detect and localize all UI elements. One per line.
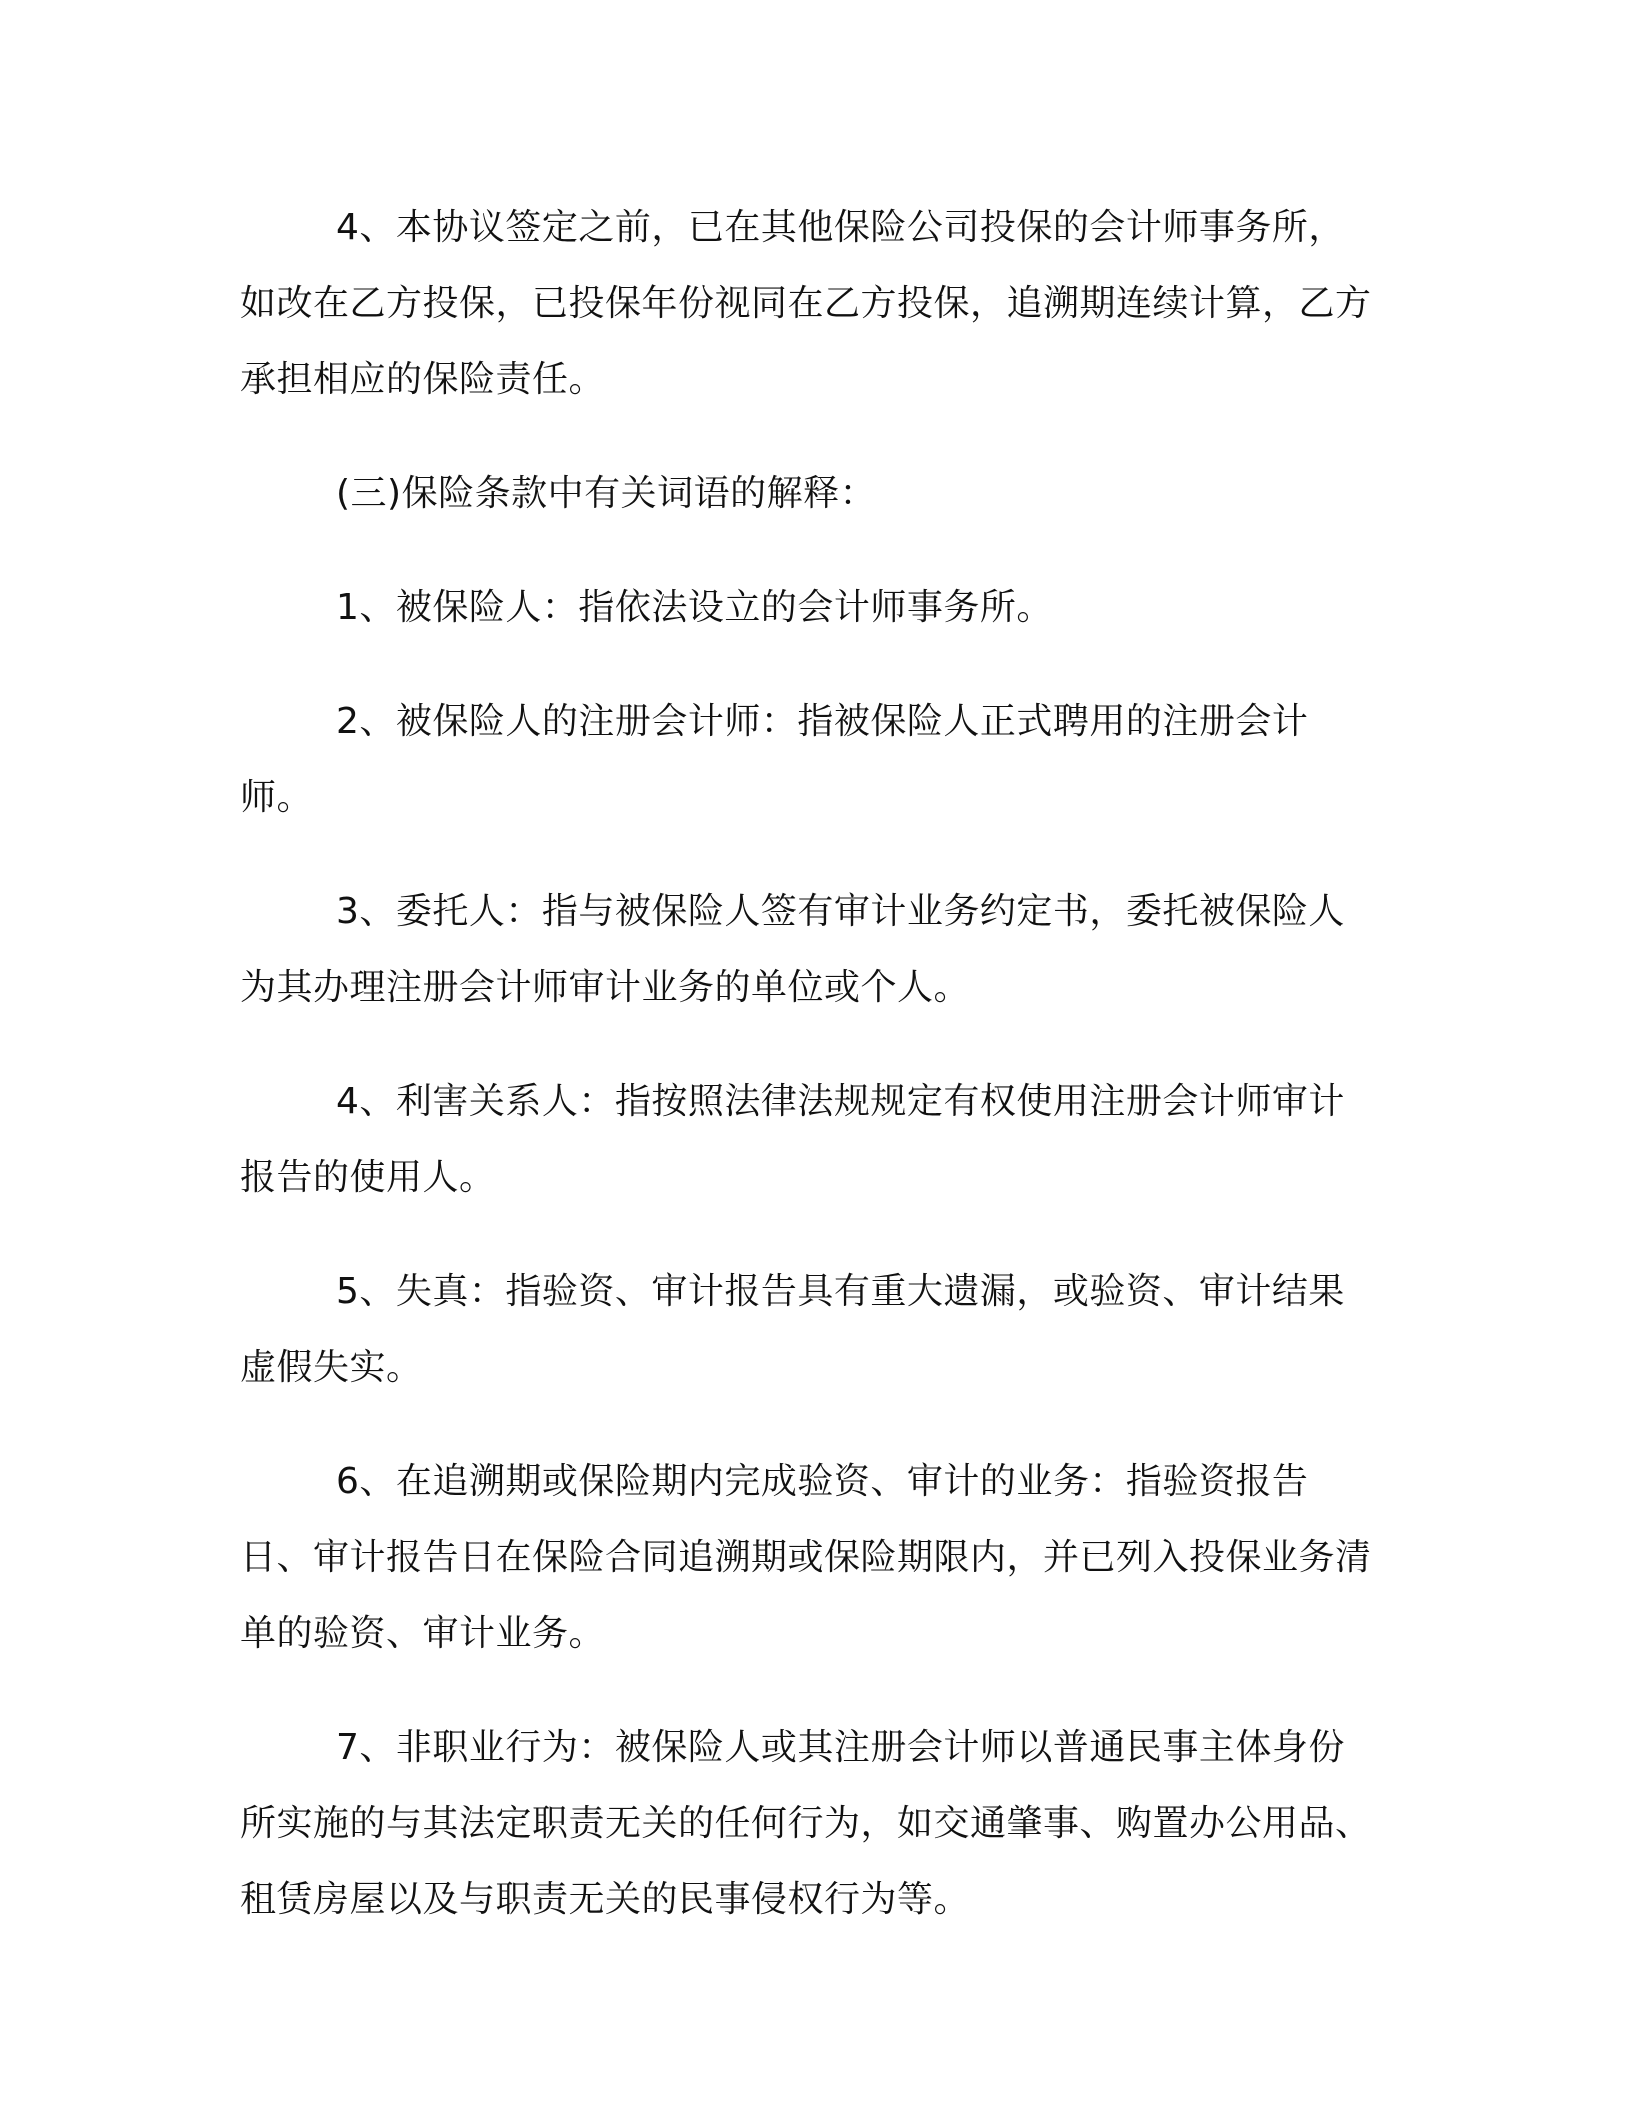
definition-insured-cpa: 2、被保险人的注册会计师：指被保险人正式聘用的注册会计师。 bbox=[240, 701, 1309, 818]
definition-non-professional-conduct: 7、非职业行为：被保险人或其注册会计师以普通民事主体身份所实施的与其法定职责无关的任何行为，如交通肇事、购置办公用品、租赁房屋以及与职责无关的民事侵权行为等。 bbox=[240, 1727, 1372, 1920]
definition-interested-party: 4、利害关系人：指按照法律法规规定有权使用注册会计师审计报告的使用人。 bbox=[240, 1081, 1345, 1198]
definition-client: 3、委托人：指与被保险人签有审计业务约定书，委托被保险人为其办理注册会计师审计业务的单位或个人。 bbox=[240, 891, 1345, 1008]
document-body bbox=[240, 190, 1380, 1976]
definition-completed-business: 6、在追溯期或保险期内完成验资、审计的业务：指验资报告日、审计报告日在保险合同追溯期或保险期限内，并已列入投保业务清单的验资、审计业务。 bbox=[240, 1461, 1372, 1654]
section-heading-definitions: (三)保险条款中有关词语的解释： bbox=[336, 473, 877, 514]
definition-insured: 1、被保险人：指依法设立的会计师事务所。 bbox=[336, 587, 1053, 628]
definition-distortion: 5、失真：指验资、审计报告具有重大遗漏，或验资、审计结果虚假失实。 bbox=[240, 1271, 1345, 1388]
paragraph-prior-insurance: 4、本协议签定之前，已在其他保险公司投保的会计师事务所，如改在乙方投保，已投保年份视同在乙方投保，追溯期连续计算，乙方承担相应的保险责任。 bbox=[240, 207, 1372, 400]
